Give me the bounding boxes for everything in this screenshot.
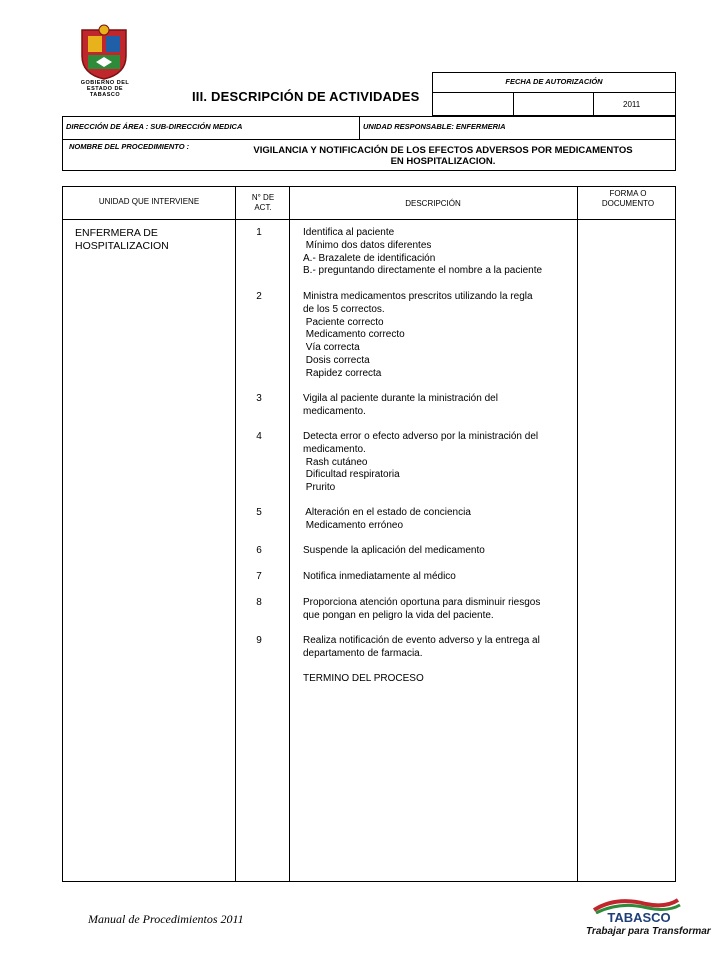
activity-line: A.- Brazalete de identificación [303,252,436,264]
activity-line: Paciente correcto [303,316,384,328]
unit-name: ENFERMERA DE HOSPITALIZACION [75,227,169,252]
activity-line: Prurito [303,482,336,494]
activity-line: Medicamento correcto [303,329,405,341]
direccion-row [62,116,676,140]
fecha-label: FECHA DE AUTORIZACIÓN [505,77,603,86]
activity-line: medicamento. [303,405,366,417]
col-divider-2 [289,187,290,881]
activity-line: Rash cutáneo [303,456,368,468]
activity-line: Identifica al paciente [303,227,395,238]
tabasco-logo [586,896,711,942]
activity-line: Vigila al paciente durante la ministración del [303,393,498,404]
gov-line-3: TABASCO [89,92,121,98]
col-header-unidad: UNIDAD QUE INTERVIENE [98,197,200,206]
fecha-col-1 [513,92,514,115]
procedimiento-row [62,139,676,171]
activity-number: 5 [256,507,262,518]
activity-line: departamento de farmacia. [303,647,423,659]
activity-line: Ministra medicamentos prescritos utilizando la regla [303,291,533,302]
activity-line: Notifica inmediatamente al médico [303,571,456,582]
fecha-col-2 [593,92,594,115]
activity-number: 1 [256,227,262,238]
activity-line: que pongan en peligro la vida del paciente. [303,609,494,621]
direccion-divider [359,117,360,139]
table-header-divider [63,219,675,220]
activities-table [62,186,676,882]
tabasco-brand: TABASCO [607,910,671,925]
procedimiento-label: NOMBRE DEL PROCEDIMIENTO : [69,142,190,151]
fecha-divider [433,92,675,93]
section-title: III. DESCRIPCIÓN DE ACTIVIDADES [192,89,420,104]
activity-line: Medicamento erróneo [303,519,404,531]
activity-line: Dificultad respiratoria [303,469,400,481]
gov-line-2: ESTADO DE [86,86,124,92]
activity-line: Alteración en el estado de conciencia [303,507,471,518]
activity-number: 4 [256,431,262,442]
activity-number: 6 [256,545,262,556]
activity-line: B.- preguntando directamente el nombre a la paciente [303,265,543,277]
activity-line: Suspende la aplicación del medicamento [303,545,485,556]
government-name [64,80,146,98]
activity-line: Vía correcta [303,342,360,354]
activity-line: de los 5 correctos. [303,303,385,315]
activity-number: 2 [256,291,262,302]
activity-line: Rapidez correcta [303,367,382,379]
col-header-forma: FORMA O DOCUMENTO [601,189,655,208]
unidad-label: UNIDAD RESPONSABLE: ENFERMERIA [363,122,506,131]
col-header-num: N° DE ACT. [251,193,275,212]
activity-number: 8 [256,597,262,608]
col-divider-3 [577,187,578,881]
col-header-desc: DESCRIPCIÓN [405,199,461,208]
activity-line: Dosis correcta [303,355,370,366]
activity-line: Mínimo dos datos diferentes [303,239,432,251]
coat-of-arms-seal [78,24,130,80]
activity-line: Detecta error o efecto adverso por la ministración del [303,431,539,442]
activity-line: Proporciona atención oportuna para disminuir riesgos [303,597,541,608]
fecha-box [432,72,676,116]
activity-line: Realiza notificación de evento adverso y la entrega al [303,635,540,646]
end-text: TERMINO DEL PROCESO [303,673,424,684]
activity-line: medicamento. [303,443,366,455]
gov-line-1: GOBIERNO DEL [80,80,130,86]
fecha-year: 2011 [623,100,641,109]
manual-footer: Manual de Procedimientos 2011 [88,912,244,926]
tabasco-slogan: Trabajar para Transformar [586,926,711,937]
activity-number: 7 [256,571,262,582]
activity-number: 3 [256,393,262,404]
activity-number: 9 [256,635,262,646]
direccion-label: DIRECCIÓN DE ÁREA : SUB-DIRECCIÓN MEDICA [66,122,243,131]
procedimiento-title: VIGILANCIA Y NOTIFICACIÓN DE LOS EFECTOS ADVERSOS POR MEDICAMENTOS EN HOSPITALIZACION. [253,145,633,167]
